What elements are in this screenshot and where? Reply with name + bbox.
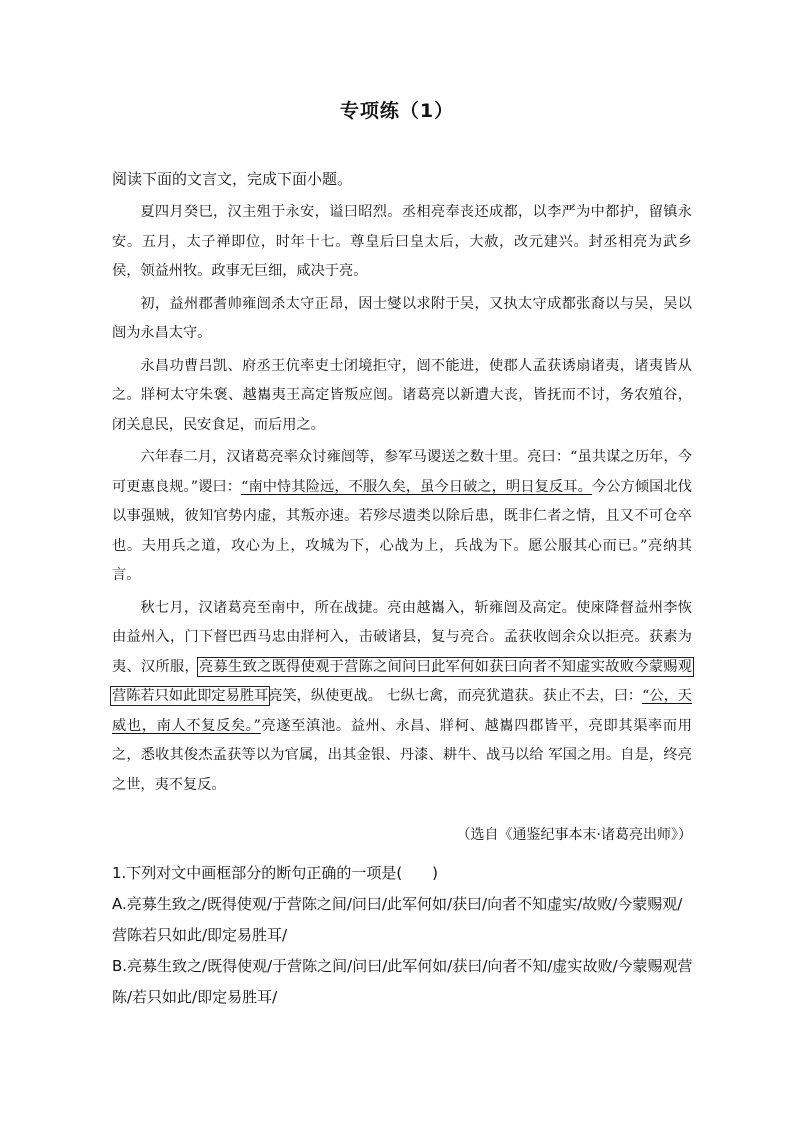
underlined-sentence: “南中恃其险远，不服久矣，虽今日破之，明日复反耳。 xyxy=(241,478,592,495)
question-block xyxy=(112,858,697,1013)
passage-paragraph xyxy=(112,443,692,591)
underlined-sentence: “公，天威也，南人不复反矣。” xyxy=(112,688,692,734)
passage-text: 六年春二月，汉诸葛亮率众讨雍闿等，参军马谡送之数十里。亮曰：“虽共谋之历年，今可更惠良规。”谡曰： xyxy=(112,449,692,495)
boxed-passage: 亮募生致之既得使观于营陈之间问曰此军何如获曰向者不知虚实故败今蒙赐观营陈若只如此即定易胜耳 xyxy=(112,658,692,704)
page-title: 专项练（1） xyxy=(339,100,455,122)
passage-text: 夏四月癸巳，汉主殂于永安，谥曰昭烈。丞相亮奉丧还成都，以李严为中都护，留镇永安。五月，太子禅即位，时年十七。尊皇后曰皇太后，大赦，改元建兴。封丞相亮为武乡侯，领益州牧。政事无巨细，咸决于亮。 xyxy=(112,204,692,279)
passage-paragraph xyxy=(112,290,692,349)
passage-paragraph xyxy=(112,594,692,801)
answer-option-a[interactable]: A.亮募生致之/既得使观/于营陈之间/问曰/此军何如/获曰/向者不知虚实/故败/今蒙赐观/营陈若只如此/即定易胜耳/ xyxy=(112,895,683,944)
question-stem: 1.下列对文中画框部分的断句正确的一项是( ) xyxy=(112,864,439,882)
instruction-text: 阅读下面的文言文，完成下面小题。 xyxy=(112,170,353,188)
passage-paragraph xyxy=(112,352,692,441)
classical-passage xyxy=(112,198,692,803)
passage-text: 亮遂至滇池。益州、永昌、牂柯、越巂四郡皆平，亮即其渠率而用之，悉收其俊杰孟获等以为官属，出其金银、丹漆、耕牛、战马以给 军国之用。自是，终亮之世，夷不复反。 xyxy=(112,717,692,793)
passage-text: 今公方倾国北伐以事强贼，彼知官势内虚，其叛亦速。若殄尽遗类以除后患，既非仁者之情，且又不可仓卒也。夫用兵之道，攻心为上，攻城为下，心战为上，兵战为下。愿公服其心而已。”亮纳其言。 xyxy=(112,478,692,583)
source-citation: （选自《通鉴纪事本末·诸葛亮出师》） xyxy=(456,827,692,843)
passage-paragraph xyxy=(112,198,692,287)
answer-option-b[interactable]: B.亮募生致之/既得使观/于营陈之间/问曰/此军何如/获曰/向者不知/虚实故败/今蒙赐观营陈/若只如此/即定易胜耳/ xyxy=(112,957,693,1006)
passage-text: 亮笑，纵使更战。 七纵七禽，而亮犹遣获。获止不去，曰： xyxy=(268,688,643,704)
passage-text: 永昌功曹吕凯、府丞王伉率吏士闭境拒守，闿不能进，使郡人孟获诱扇诸夷，诸夷皆从之。牂柯太守朱褒、越巂夷王高定皆叛应闿。诸葛亮以新遭大丧，皆抚而不讨，务农殖谷，闭关息民，民安食足，而后用之。 xyxy=(112,357,692,433)
passage-text: 秋七月，汉诸葛亮至南中，所在战捷。亮由越巂入，斩雍闿及高定。使庲降督益州李恢由益州入，门下督巴西马忠由牂柯入，击破诸县，复与亮合。孟获收闿余众以拒亮。获素为夷、汉所服， xyxy=(112,599,692,675)
passage-text: 初，益州郡耆帅雍闿杀太守正昂，因士燮以求附于吴，又执太守成都张裔以与吴，吴以闿为永昌太守。 xyxy=(112,295,692,341)
